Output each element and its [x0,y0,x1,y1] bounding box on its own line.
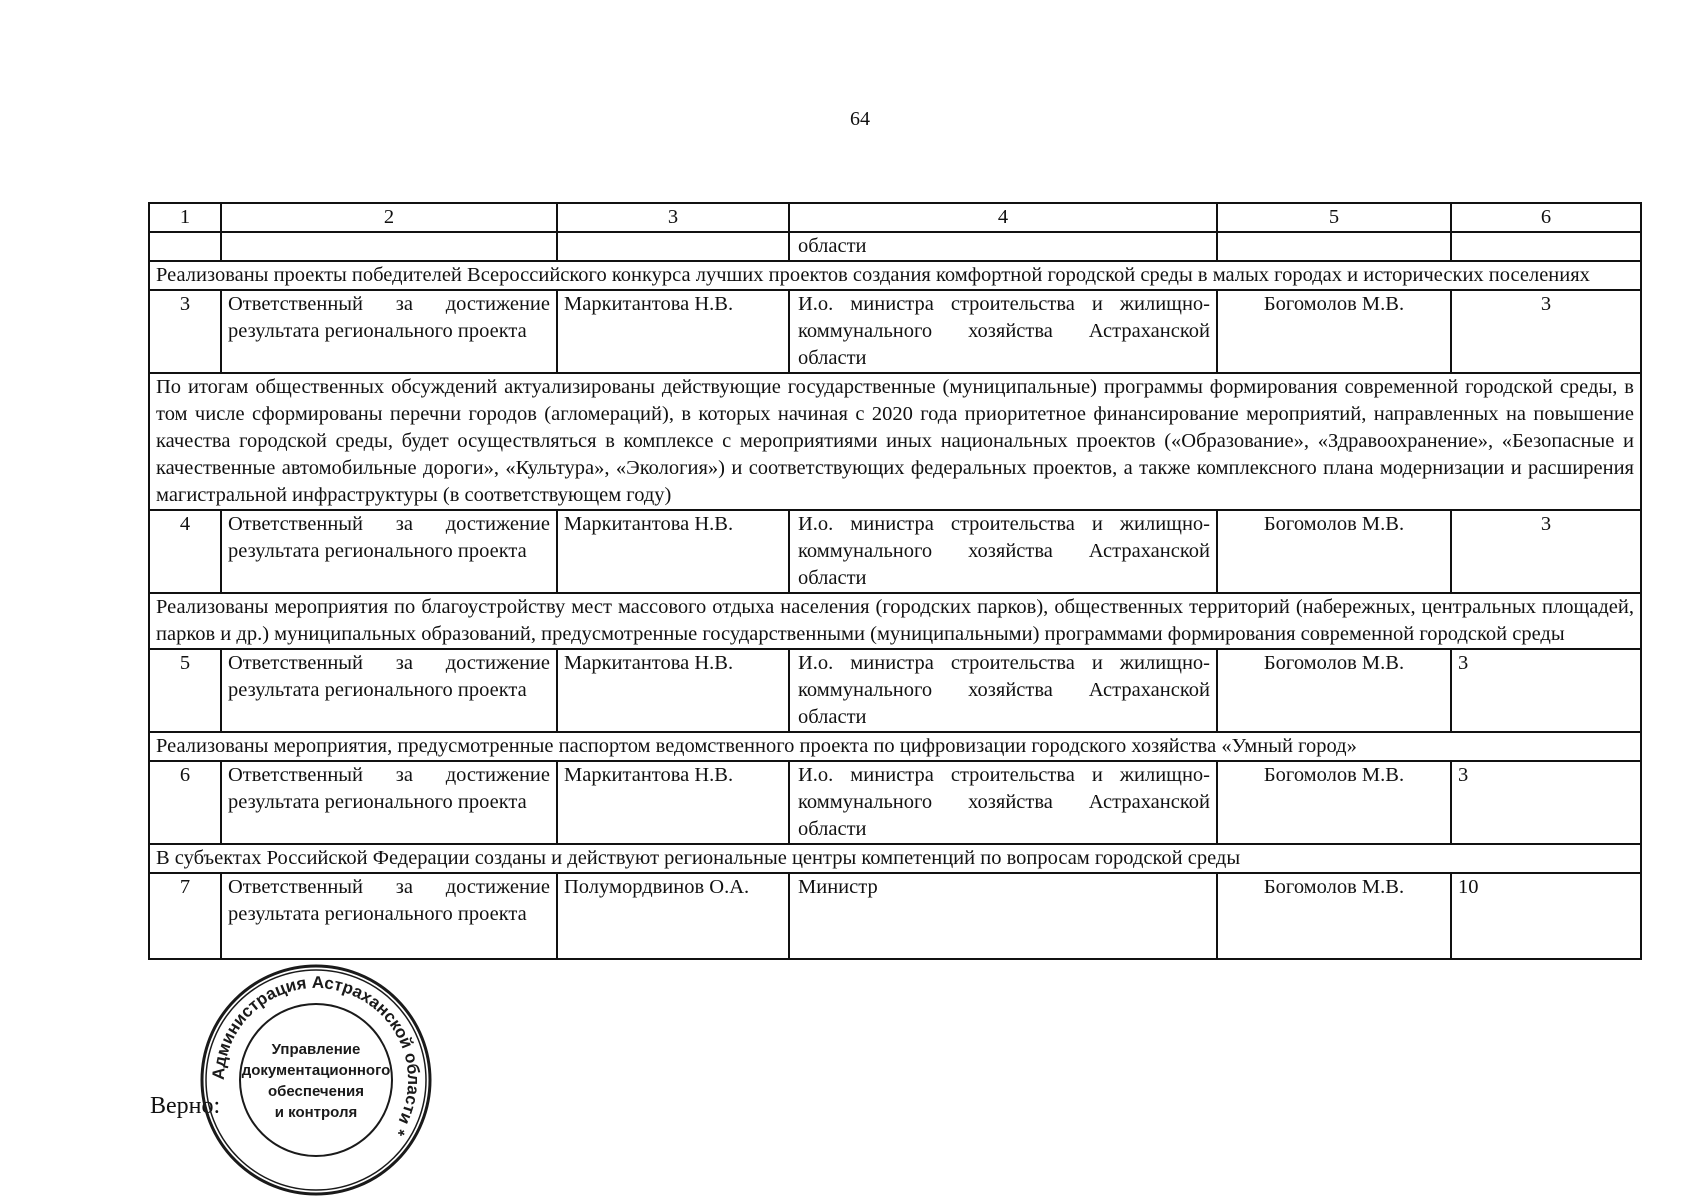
role-cell: Ответственный за достижение результата регионального проекта [221,510,557,593]
section-title-row [149,261,1641,290]
table-row [149,290,1641,373]
column-header: 4 [789,203,1217,232]
section-title: Реализованы мероприятия, предусмотренные паспортом ведомственного проекта по цифровизации городского хозяйства «Умный город» [149,732,1641,761]
section-title: По итогам общественных обсуждений актуализированы действующие государственные (муниципальные) программы формирования современной городской среды, в том числе сформированы перечни городов (агломераций), в которых начиная с 2020 года приоритетное финансирование мероприятий, направленных на повышение качества городской среды, будет осуществляться в комплексе с мероприятиями иных национальных проектов («Образование», «Здравоохранение», «Безопасные и качественные автомобильные дороги», «Культура», «Экология») и соответствующих федеральных проектов, а также комплексного плана модернизации и расширения магистральной инфраструктуры (в соответствующем году) [149,373,1641,510]
column-header: 1 [149,203,221,232]
section-title-row [149,593,1641,649]
person-cell: Маркитантова Н.В. [557,290,789,373]
column-number-row [149,203,1641,232]
table-row [149,649,1641,732]
position-cell: И.о. министра строительства и жилищно-коммунального хозяйства Астраханской области [789,761,1217,844]
stamp-outer-ring [202,966,430,1194]
person-cell: Маркитантова Н.В. [557,510,789,593]
column-header: 5 [1217,203,1451,232]
column-header: 3 [557,203,789,232]
section-title: Реализованы мероприятия по благоустройству мест массового отдыха населения (городских парков), общественных территорий (набережных, центральных площадей, парков и др.) муниципальных образований, предусмотренные государственными (муниципальными) программами формирования современной городской среды [149,593,1641,649]
stamp-center-line: документационного [241,1062,391,1079]
column-header: 2 [221,203,557,232]
section-title-row [149,732,1641,761]
supervisor-cell: Богомолов М.В. [1217,649,1451,732]
supervisor-cell: Богомолов М.В. [1217,510,1451,593]
section-title-row [149,373,1641,510]
stamp-ring-text: Администрация Астраханской области * [208,972,424,1140]
responsibility-table [148,202,1642,960]
section-title: Реализованы проекты победителей Всероссийского конкурса лучших проектов создания комфортной городской среды в малых городах и исторических поселениях [149,261,1641,290]
position-cell: И.о. министра строительства и жилищно-коммунального хозяйства Астраханской области [789,649,1217,732]
workload-cell: 3 [1451,510,1641,593]
workload-cell: 3 [1451,290,1641,373]
supervisor-cell: Богомолов М.В. [1217,290,1451,373]
person-cell: Полумордвинов О.А. [557,873,789,959]
stamp-center-line: Управление [271,1041,361,1058]
page-number: 64 [850,108,870,130]
workload-cell: 3 [1451,649,1641,732]
certified-label: Верно: [150,1093,221,1119]
role-cell: Ответственный за достижение результата регионального проекта [221,649,557,732]
person-cell: Маркитантова Н.В. [557,649,789,732]
column-header: 6 [1451,203,1641,232]
position-cell: И.о. министра строительства и жилищно-коммунального хозяйства Астраханской области [789,290,1217,373]
continuation-cell: области [789,232,1217,261]
table-row [149,873,1641,959]
supervisor-cell: Богомолов М.В. [1217,761,1451,844]
stamp-center-line: обеспечения [267,1083,365,1100]
row-number: 4 [149,510,221,593]
position-cell: Министр [789,873,1217,959]
official-stamp [198,962,434,1198]
row-number: 7 [149,873,221,959]
row-number: 3 [149,290,221,373]
person-cell: Маркитантова Н.В. [557,761,789,844]
table-row [149,761,1641,844]
position-cell: И.о. министра строительства и жилищно-коммунального хозяйства Астраханской области [789,510,1217,593]
stamp-inner-ring [240,1004,392,1156]
role-cell: Ответственный за достижение результата регионального проекта [221,290,557,373]
section-title-row [149,844,1641,873]
section-title: В субъектах Российской Федерации созданы и действуют региональные центры компетенций по вопросам городской среды [149,844,1641,873]
workload-cell: 10 [1451,873,1641,959]
table-row [149,510,1641,593]
workload-cell: 3 [1451,761,1641,844]
continuation-row [149,232,1641,261]
row-number: 6 [149,761,221,844]
stamp-center-line: и контроля [274,1104,358,1121]
row-number: 5 [149,649,221,732]
supervisor-cell: Богомолов М.В. [1217,873,1451,959]
role-cell: Ответственный за достижение результата регионального проекта [221,761,557,844]
role-cell: Ответственный за достижение результата регионального проекта [221,873,557,959]
